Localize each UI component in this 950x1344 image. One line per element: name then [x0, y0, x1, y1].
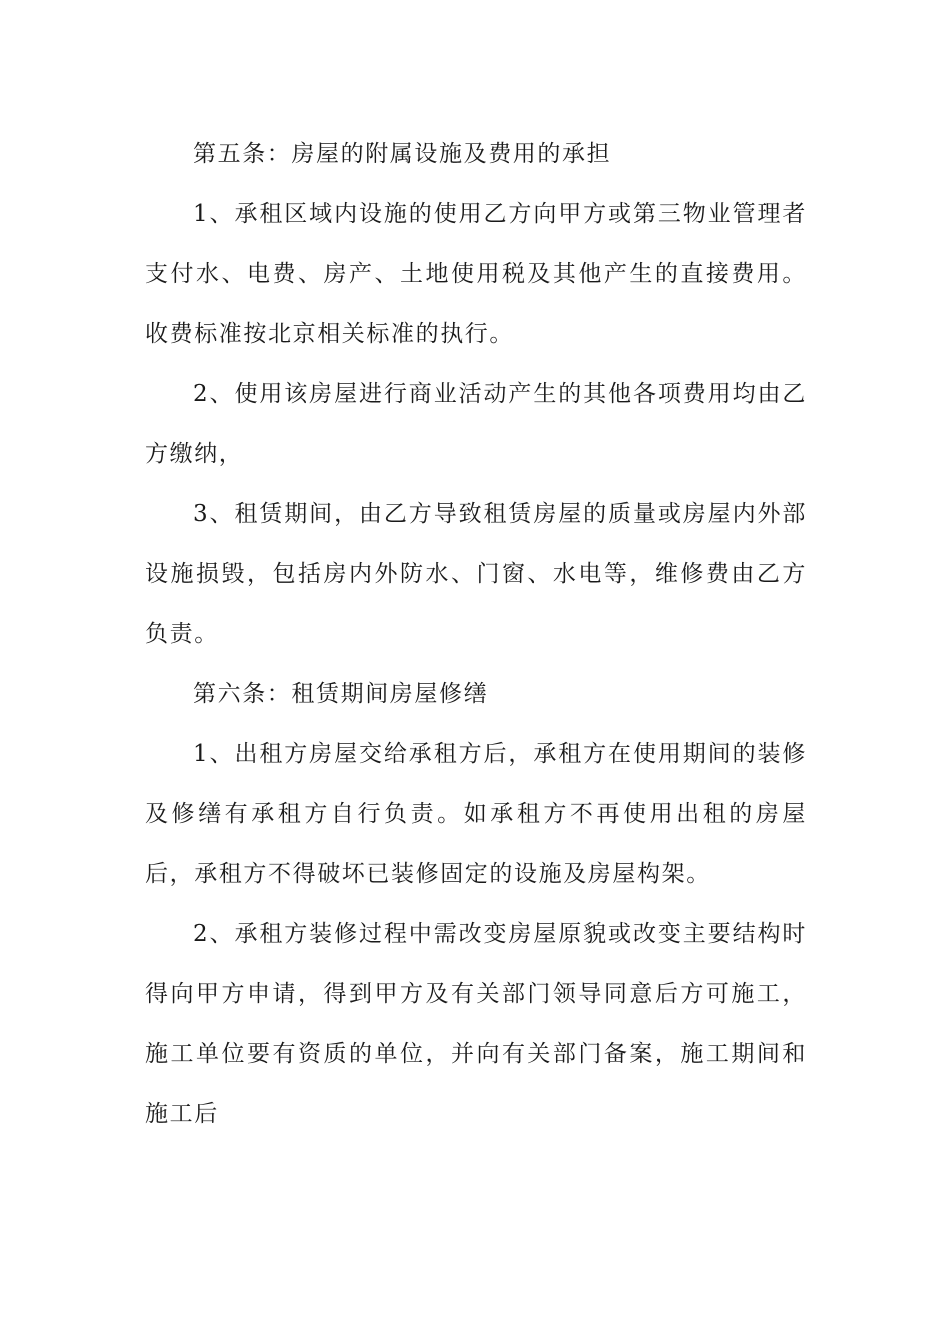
- article-5-item-1: 1、承租区域内设施的使用乙方向甲方或第三物业管理者支付水、电费、房产、土地使用税及其他产生的直接费用。收费标准按北京相关标准的执行。: [145, 201, 807, 347]
- article-6-item-2: 2、承租方装修过程中需改变房屋原貌或改变主要结构时得向甲方申请，得到甲方及有关部门领导同意后方可施工，施工单位要有资质的单位，并向有关部门备案，施工期间和施工后: [145, 921, 807, 1127]
- article-6-heading: 第六条：租赁期间房屋修缮: [193, 681, 489, 707]
- document-body: [145, 124, 807, 1144]
- article-6-item-1: 1、出租方房屋交给承租方后，承租方在使用期间的装修及修缮有承租方自行负责。如承租方不再使用出租的房屋后，承租方不得破坏已装修固定的设施及房屋构架。: [145, 741, 807, 887]
- article-5-item-3: 3、租赁期间，由乙方导致租赁房屋的质量或房屋内外部设施损毁，包括房内外防水、门窗、水电等，维修费由乙方负责。: [145, 501, 807, 647]
- article-5-item-2: 2、使用该房屋进行商业活动产生的其他各项费用均由乙方缴纳，: [145, 381, 807, 467]
- article-5-heading: 第五条：房屋的附属设施及费用的承担: [193, 141, 612, 167]
